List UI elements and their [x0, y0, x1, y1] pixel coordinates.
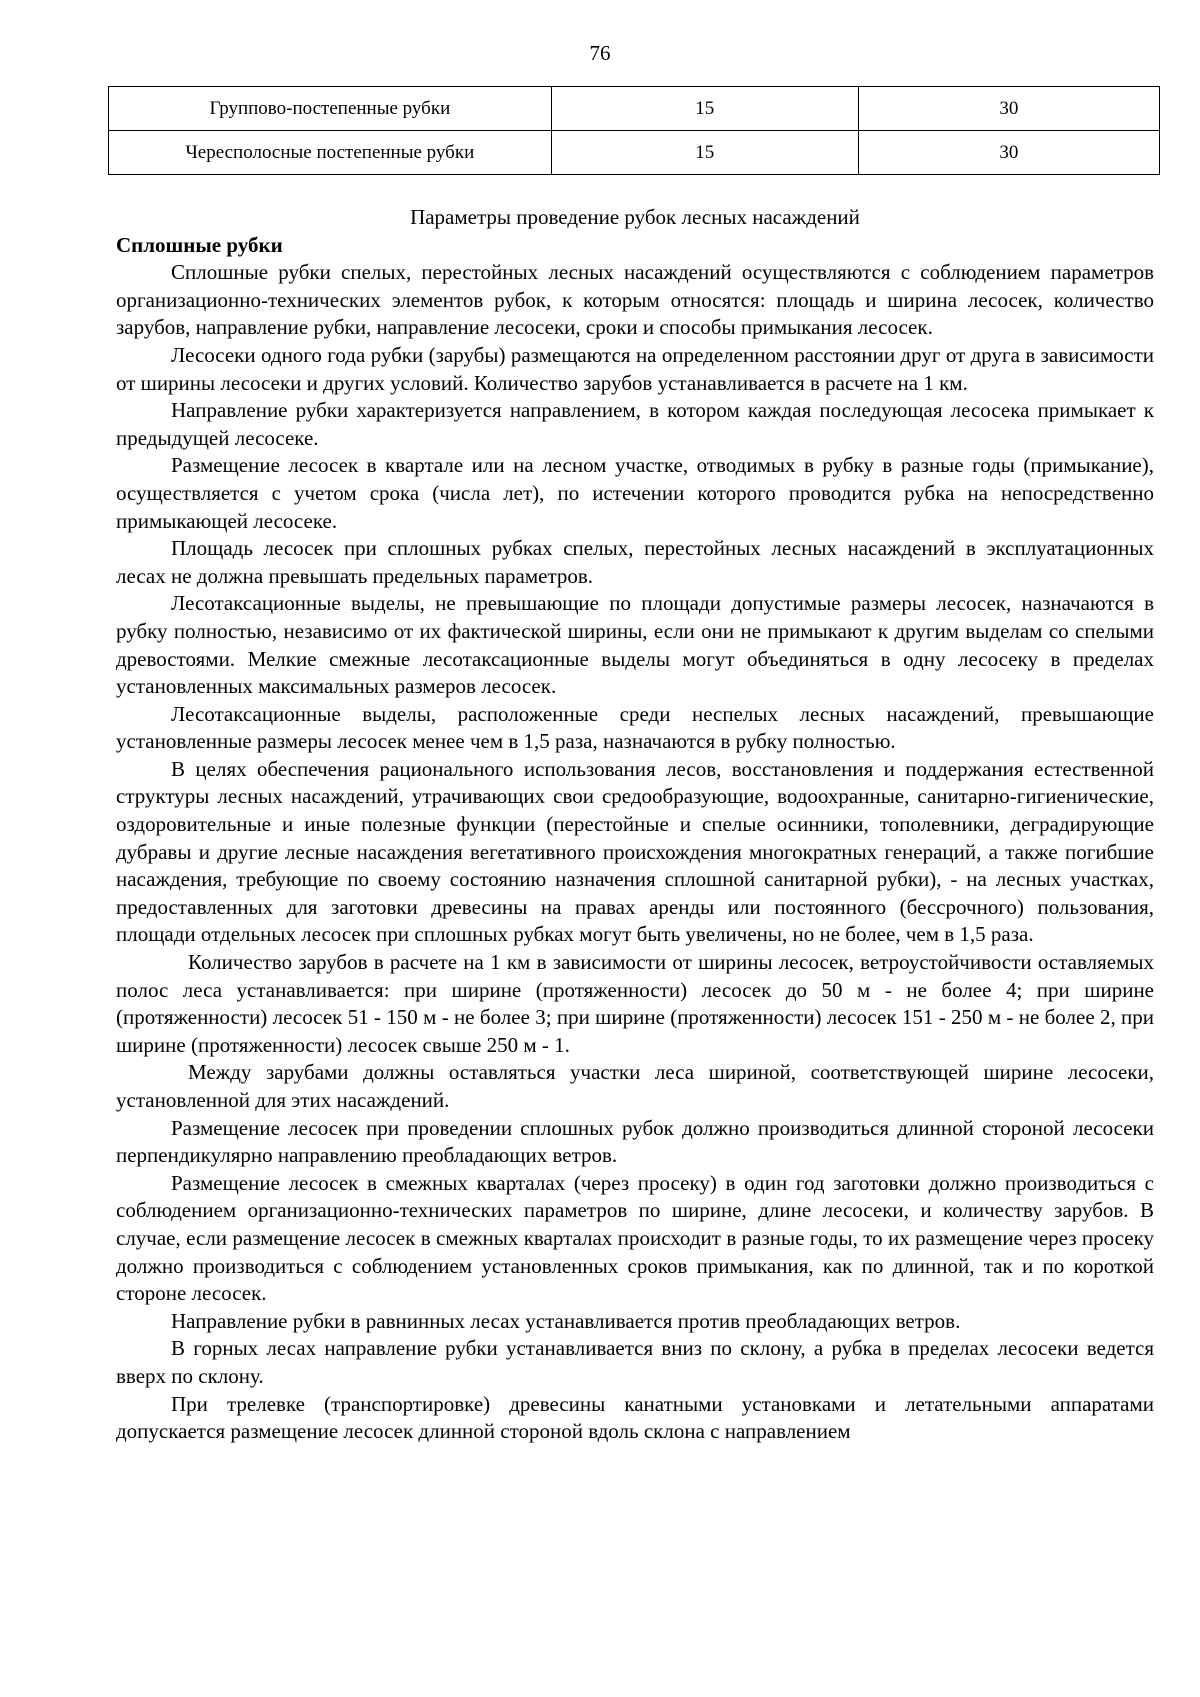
document-body	[116, 204, 1154, 1446]
section-heading: Сплошные рубки	[116, 232, 283, 257]
paragraph: Размещение лесосек в смежных кварталах (через просеку) в один год заготовки должно производиться с соблюдением организационно-технических параметров по ширине, длине лесосеки, и количеству зарубов. В случае, если размещение лесосек в смежных кварталах происходит в разные годы, то их размещение через просеку должно производиться с соблюдением установленных сроков примыкания, как по длинной, так и по короткой стороне лесосек.	[116, 1170, 1154, 1306]
table-cell: 15	[551, 131, 858, 175]
paragraph: Направление рубки в равнинных лесах устанавливается против преобладающих ветров.	[171, 1308, 961, 1333]
paragraph: Размещение лесосек в квартале или на лесном участке, отводимых в рубку в разные годы (примыкание), осуществляется с учетом срока (числа лет), по истечении которого проводится рубка на непосредственно примыкающей лесосеке.	[116, 453, 1154, 533]
paragraph: В целях обеспечения рационального использования лесов, восстановления и поддержания естественной структуры лесных насаждений, утрачивающих свои средообразующие, водоохранные, санитарно-гигиенические, оздоровительные и иные полезные функции (перестойные и спелые осинники, тополевники, деградирующие дубравы и другие лесные насаждения вегетативного происхождения многократных генераций, а также погибшие насаждения, требующие по своему состоянию назначения сплошной санитарной рубки), - на лесных участках, предоставленных для заготовки древесины на правах аренды или постоянного (бессрочного) пользования, площади отдельных лесосек при сплошных рубках могут быть увеличены, но не более, чем в 1,5 раза.	[116, 756, 1154, 947]
table-cell: Чересполосные постепенные рубки	[109, 131, 552, 175]
paragraph: Лесотаксационные выделы, расположенные среди неспелых лесных насаждений, превышающие установленные размеры лесосек менее чем в 1,5 раза, назначаются в рубку полностью.	[116, 701, 1154, 754]
paragraph: Площадь лесосек при сплошных рубках спелых, перестойных лесных насаждений в эксплуатационных лесах не должна превышать предельных параметров.	[116, 536, 1154, 588]
paragraph: Лесотаксационные выделы, не превышающие по площади допустимые размеры лесосек, назначаются в рубку полностью, независимо от их фактической ширины, если они не примыкают к другим выделам со спелыми древостоями. Мелкие смежные лесотаксационные выделы могут объединяться в одну лесосеку в пределах установленных максимальных размеров лесосек.	[116, 591, 1154, 699]
page-number: 76	[589, 41, 611, 65]
paragraph: Сплошные рубки спелых, перестойных лесных насаждений осуществляются с соблюдением параметров организационно-технических элементов рубок, к которым относятся: площадь и ширина лесосек, количество зарубов, направление рубки, направление лесосеки, сроки и способы примыкания лесосек.	[116, 260, 1154, 340]
paragraph: Между зарубами должны оставляться участки леса шириной, соответствующей ширине лесосеки, установленной для этих насаждений.	[116, 1060, 1154, 1112]
table-row	[109, 131, 1160, 175]
paragraph: Направление рубки характеризуется направлением, в котором каждая последующая лесосека примыкает к предыдущей лесосеке.	[116, 398, 1154, 450]
table-cell: 30	[858, 87, 1159, 131]
paragraph: В горных лесах направление рубки устанавливается вниз по склону, а рубка в пределах лесосеки ведется вверх по склону.	[116, 1336, 1154, 1388]
table-cell: Группово-постепенные рубки	[109, 87, 552, 131]
paragraph: Размещение лесосек при проведении сплошных рубок должно производиться длинной стороной лесосеки перпендикулярно направлению преобладающих ветров.	[116, 1115, 1154, 1168]
table-cell: 30	[858, 131, 1159, 175]
paragraph: При трелевке (транспортировке) древесины канатными установками и летательными аппаратами допускается размещение лесосек длинной стороной вдоль склона с направлением	[116, 1391, 1154, 1444]
cutting-parameters-table	[108, 86, 1160, 175]
table-row	[109, 87, 1160, 131]
section-title: Параметры проведение рубок лесных насаждений	[410, 205, 860, 229]
table-cell: 15	[551, 87, 858, 131]
paragraph: Количество зарубов в расчете на 1 км в зависимости от ширины лесосек, ветроустойчивости оставляемых полос леса устанавливается: при ширине (протяженности) лесосек до 50 м - не более 4; при ширине (протяженности) лесосек 51 - 150 м - не более 3; при ширине (протяженности) лесосек 151 - 250 м - не более 2, при ширине (протяженности) лесосек свыше 250 м - 1.	[116, 950, 1154, 1057]
paragraph: Лесосеки одного года рубки (зарубы) размещаются на определенном расстоянии друг от друга в зависимости от ширины лесосеки и других условий. Количество зарубов устанавливается в расчете на 1 км.	[116, 342, 1154, 395]
